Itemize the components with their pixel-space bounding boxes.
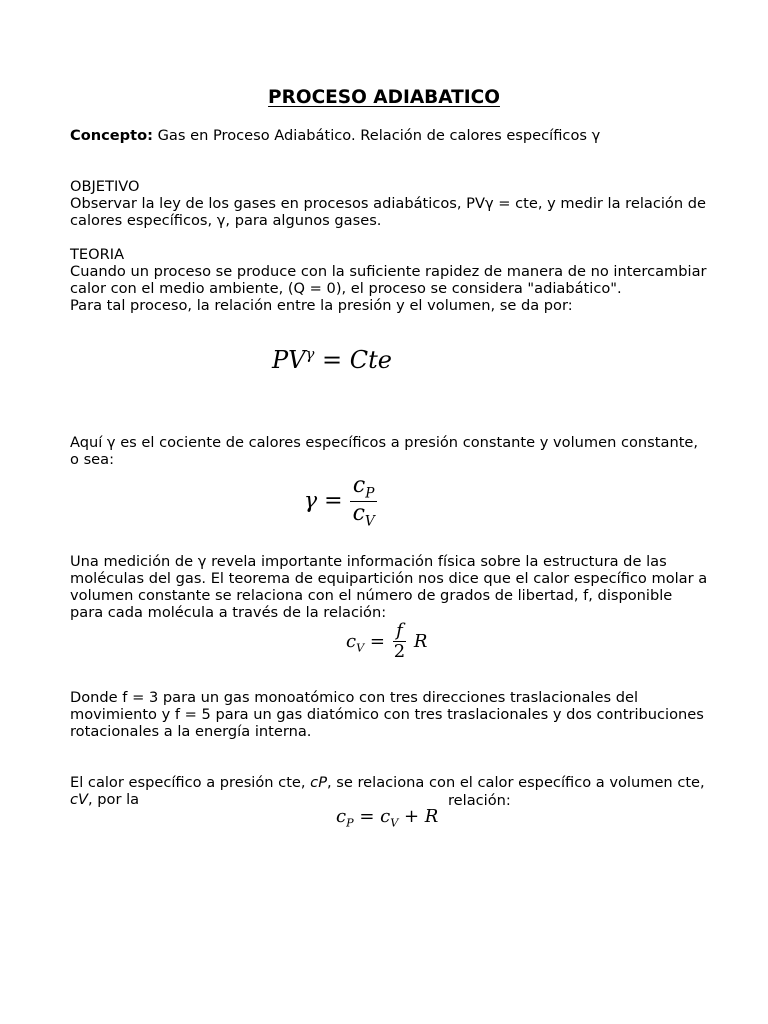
calor-paragraph: El calor específico a presión cte, cP, se relaciona con el calor específico a volumen cte, cV, por la [70,774,705,808]
objetivo-section [70,178,710,229]
concepto-label: Concepto: [70,127,153,144]
equation-pv-gamma: $PV^\gamma$ = Cte [272,345,392,374]
donde-paragraph: Donde f = 3 para un gas monoatómico con tres direcciones traslacionales del movimiento y f = 5 para un gas diatómico con tres traslacionales y dos contribuciones rotacionales a la energía interna. [70,689,704,740]
concepto-text: Gas en Proceso Adiabático. Relación de calores específicos γ [152,127,601,144]
equation-gamma-ratio: γ = $\frac{c_P}{c_V}$ [304,474,378,529]
equation-cp: $c_P = c_V + R$ [336,806,439,830]
teoria-paragraph-2: Para tal proceso, la relación entre la presión y el volumen, se da por: [70,297,573,314]
equation-cv: $c_V$ = $\frac{f}{2}$ R [346,620,428,662]
teoria-heading: TEORIA [70,246,125,263]
teoria-section [70,246,710,314]
relacion-word: relación: [448,792,511,809]
page-title: PROCESO ADIABATICO [268,87,500,108]
cociente-paragraph: Aquí γ es el cociente de calores específicos a presión constante y volumen constante, o sea: [70,434,699,468]
objetivo-heading: OBJETIVO [70,178,140,195]
objetivo-text: Observar la ley de los gases en procesos adiabáticos, PVγ = cte, y medir la relación de calores específicos, γ, para algunos gases. [70,195,706,229]
medicion-paragraph: Una medición de γ revela importante información física sobre la estructura de las moléculas del gas. El teorema de equipartición nos dice que el calor específico molar a volumen constante se relaciona con el número de grados de libertad, f, disponible para cada molécula a través de la relación: [70,553,708,621]
concepto-line [70,127,710,144]
teoria-paragraph-1: Cuando un proceso se produce con la suficiente rapidez de manera de no intercambiar calor con el medio ambiente, (Q = 0), el proceso se considera "adiabático". [70,263,707,297]
